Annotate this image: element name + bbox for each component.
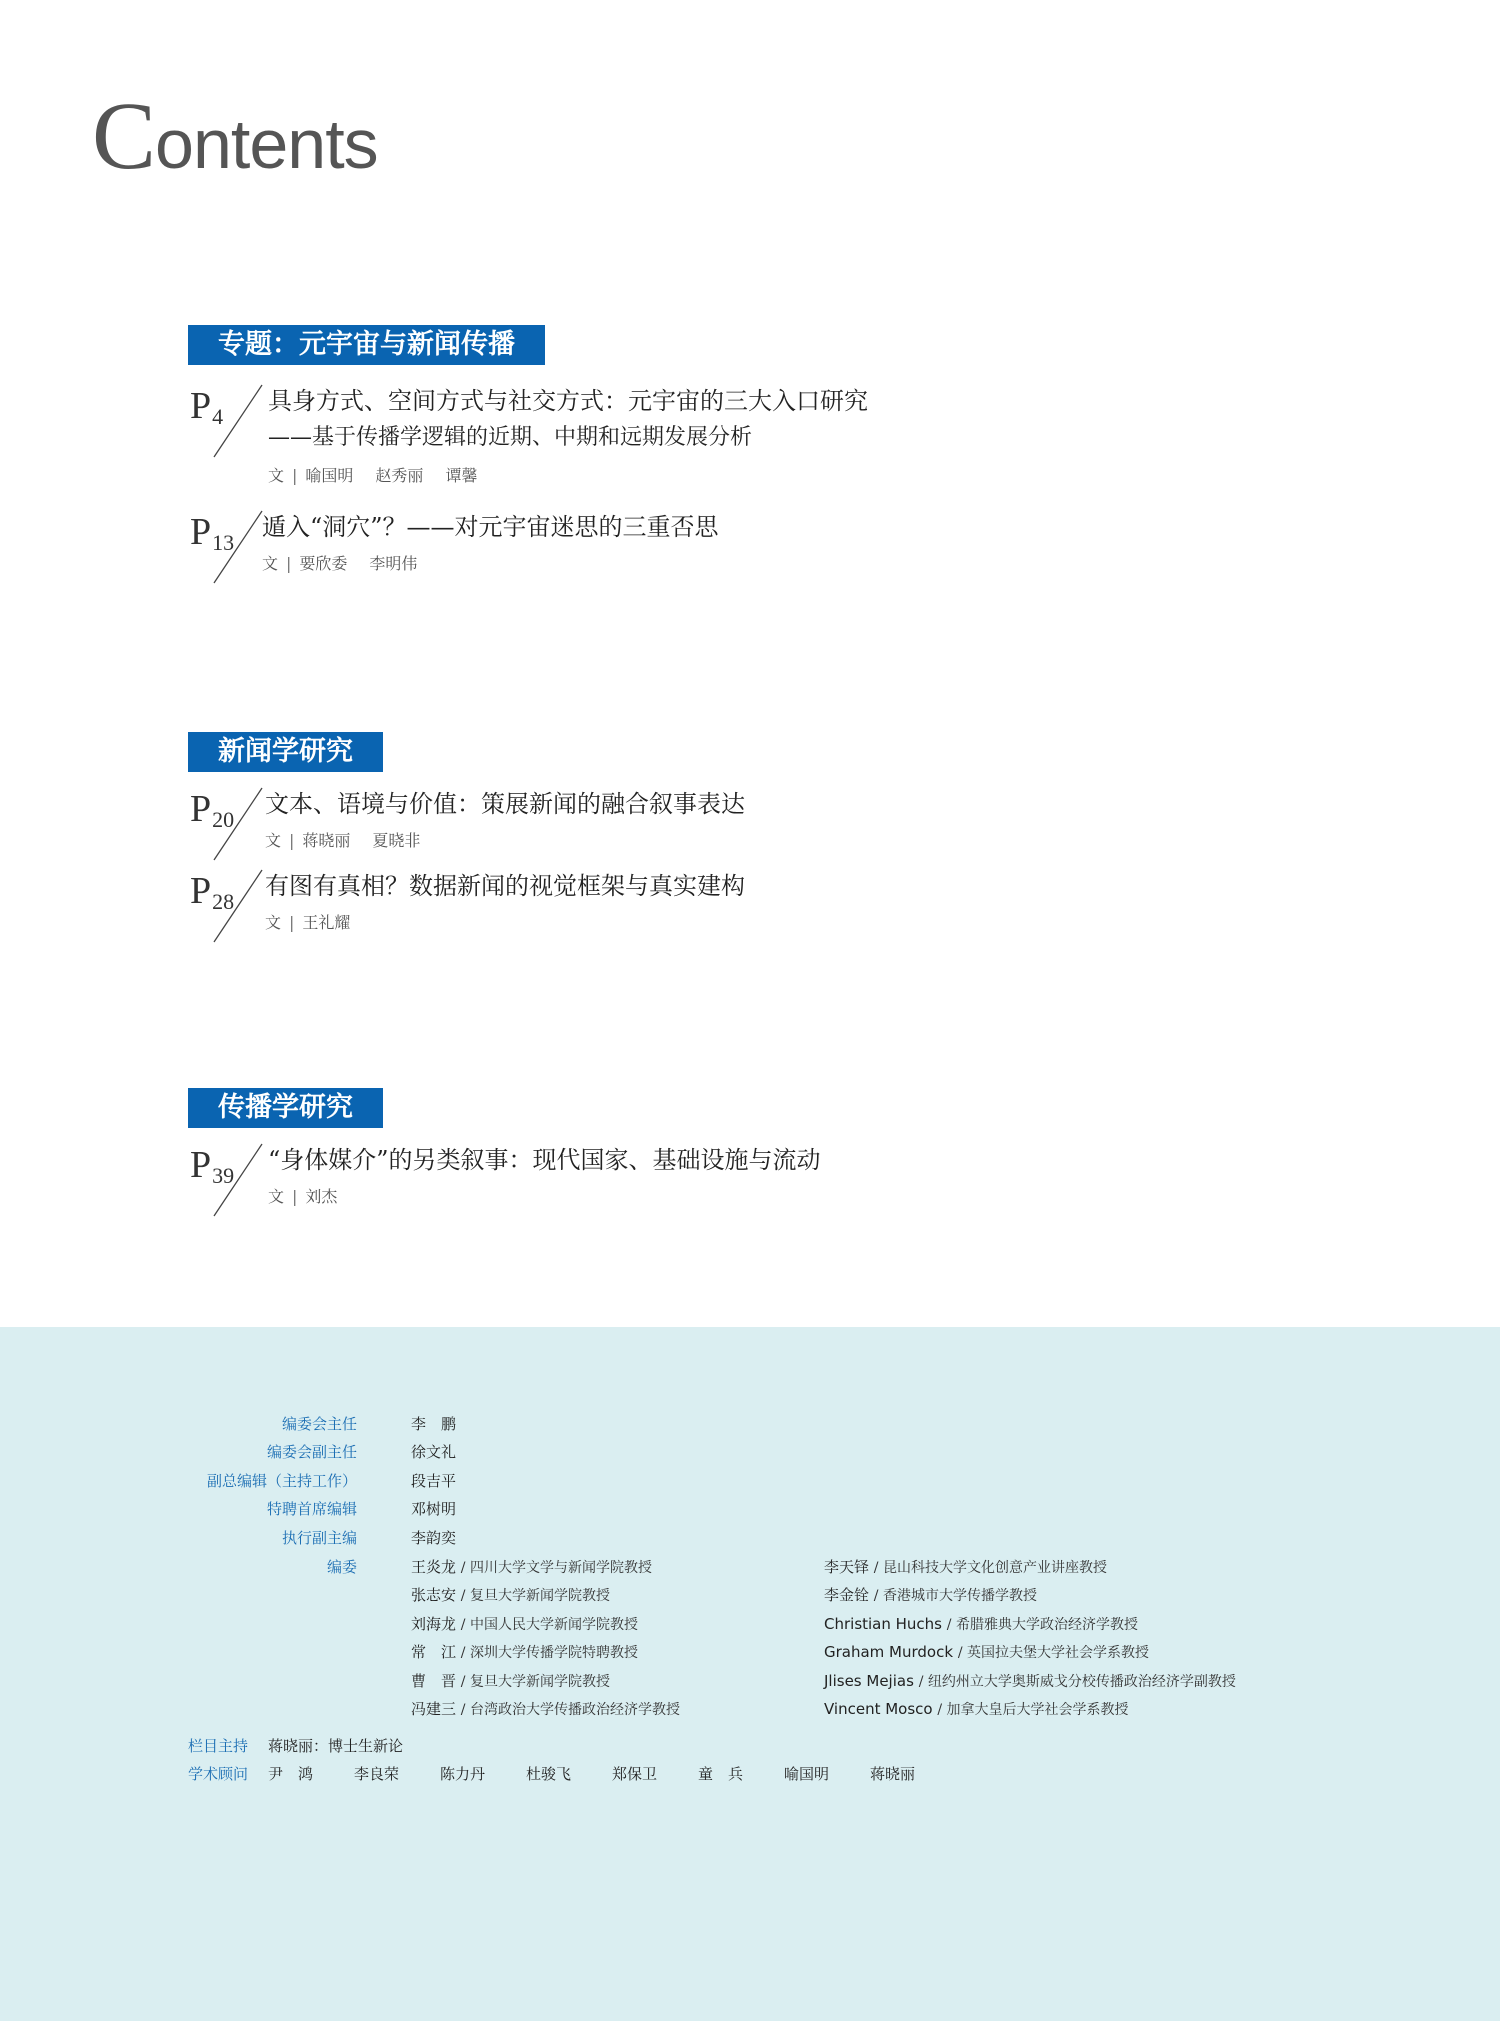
article-subtitle: ——基于传播学逻辑的近期、中期和远期发展分析 (268, 425, 753, 450)
section-communication-research (188, 1088, 1288, 1214)
advisors-line: 学术顾问 尹 鸿 李良荣 陈力丹 杜骏飞 郑保卫 童 兵 喻国明 蒋晓丽 (188, 1765, 916, 1783)
page-title-initial: C (92, 82, 156, 189)
slash-divider-icon (208, 509, 268, 585)
page-number: $P_{20}$ (190, 788, 235, 832)
board-row: 执行副主编 李韵奕 (281, 1529, 457, 1547)
committee-row: 冯建三 / 台湾政治大学传播政治经济学教授 Vincent Mosco / 加拿大皇后大学社会学系教授 (411, 1700, 1129, 1718)
section-heading: 传播学研究 (188, 1088, 383, 1128)
section-journalism-research (188, 732, 1288, 940)
page-number: $P_4$ (190, 385, 224, 429)
toc-entry[interactable] (188, 870, 1288, 940)
page-number: $P_{39}$ (190, 1144, 235, 1188)
page-number: $P_{13}$ (190, 511, 235, 555)
committee-row: 张志安 / 复旦大学新闻学院教授 李金铨 / 香港城市大学传播学教授 (411, 1586, 1037, 1604)
section-heading: 新闻学研究 (188, 732, 383, 772)
article-authors: 文 | 喻国明 赵秀丽 谭馨 (268, 466, 478, 485)
editorial-board-panel (0, 1327, 1500, 2021)
committee-row: 刘海龙 / 中国人民大学新闻学院教授 Christian Huchs / 希腊雅典大学政治经济学教授 (411, 1615, 1138, 1633)
page-title-rest: ontents (155, 105, 378, 183)
article-title: 文本、语境与价值：策展新闻的融合叙事表达 (265, 790, 745, 818)
committee-row: 常 江 / 深圳大学传播学院特聘教授 Graham Murdock / 英国拉夫堡大学社会学系教授 (411, 1643, 1149, 1661)
board-row: 编委会副主任 徐文礼 (266, 1443, 457, 1461)
committee-label: 编委 (326, 1558, 357, 1576)
column-host: 蒋晓丽：博士生新论 (268, 1737, 404, 1755)
committee-row: 曹 晋 / 复旦大学新闻学院教授 Jlises Mejias / 纽约州立大学奥斯威戈分校传播政治经济学副教授 (411, 1672, 1236, 1690)
board-row: 特聘首席编辑 邓树明 (266, 1500, 457, 1518)
article-authors: 文 | 蒋晓丽 夏晓非 (265, 831, 421, 850)
article-title: 有图有真相？数据新闻的视觉框架与真实建构 (265, 872, 745, 900)
article-title: 遁入“洞穴”？——对元宇宙迷思的三重否思 (262, 513, 719, 541)
page-number: $P_{28}$ (190, 870, 235, 914)
article-authors: 文 | 王礼耀 (265, 913, 351, 932)
slash-divider-icon (208, 383, 268, 459)
toc-entry[interactable] (188, 511, 1288, 581)
slash-divider-icon (208, 786, 268, 862)
article-title: 具身方式、空间方式与社交方式：元宇宙的三大入口研究 (268, 387, 868, 415)
article-authors: 文 | 要欣委 李明伟 (262, 554, 418, 573)
section-special-topic (188, 325, 1288, 581)
slash-divider-icon (208, 1142, 268, 1218)
column-host-line (188, 1732, 403, 1760)
board-row: 编委会主任 李 鹏 (281, 1415, 457, 1433)
board-row: 副总编辑（主持工作） 段吉平 (206, 1472, 457, 1490)
toc-entry[interactable] (188, 788, 1288, 858)
article-authors: 文 | 刘杰 (268, 1187, 338, 1206)
article-title: “身体媒介”的另类叙事：现代国家、基础设施与流动 (268, 1146, 821, 1174)
column-host-label: 栏目主持 (188, 1737, 249, 1755)
toc-entry[interactable] (188, 385, 1288, 491)
committee-row: 编委 王炎龙 / 四川大学文学与新闻学院教授 李天铎 / 昆山科技大学文化创意产业讲座教授 (0, 1553, 1500, 1581)
toc-entry[interactable] (188, 1144, 1288, 1214)
advisors-label: 学术顾问 (188, 1765, 249, 1783)
slash-divider-icon (208, 868, 268, 944)
section-heading: 专题：元宇宙与新闻传播 (188, 325, 545, 365)
page-title (92, 82, 378, 189)
